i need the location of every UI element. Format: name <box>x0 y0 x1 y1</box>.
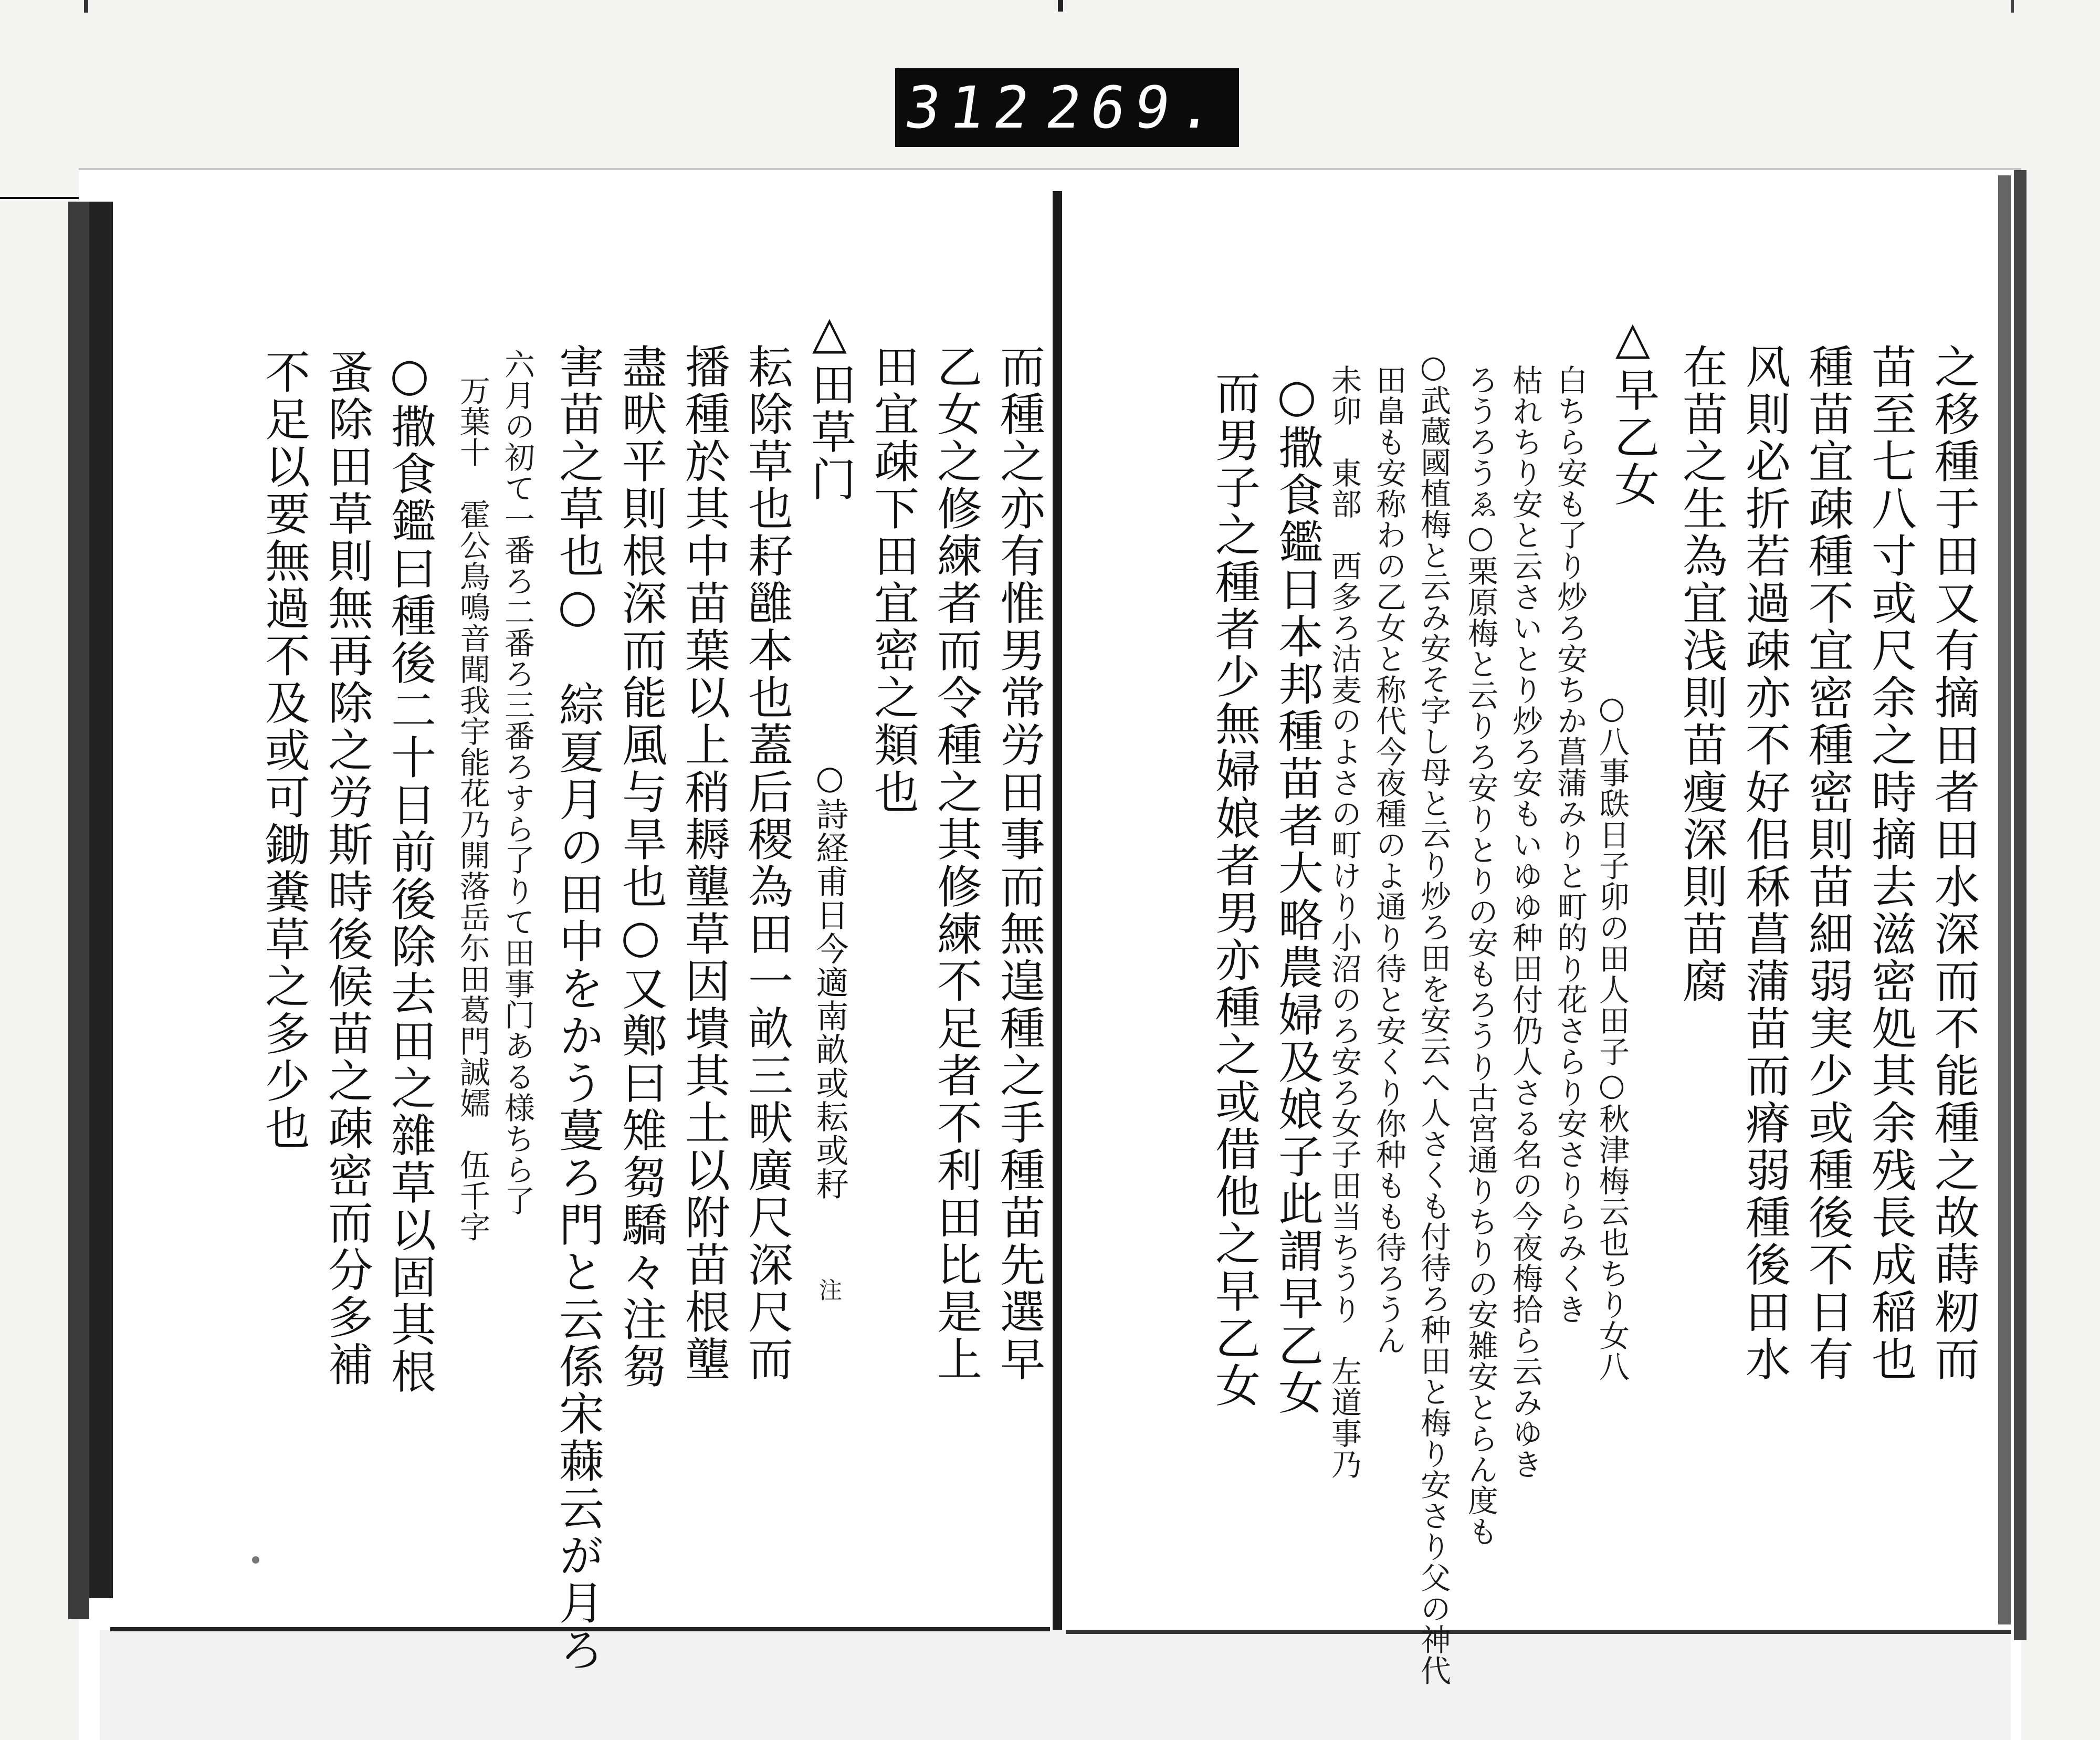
right-page-cursive-line-2: 白ちら安も了り炒ろ安ちか菖蒲みりと町的り花さらり安さりらみくき <box>1552 364 1588 1325</box>
archive-number-left: 312 <box>901 74 1043 141</box>
left-page-column-8: ○撒食鑑曰種後二十日前後除去田之雜草以固其根 <box>383 349 436 1396</box>
left-page-column-7: 害苗之草也○ 綜夏月の田中をかう蔓ろ門と云係宋蕀云が月ろ <box>551 343 604 1674</box>
bottom-rule-right <box>1066 1630 2011 1634</box>
left-page-edge <box>68 202 89 1619</box>
right-page-spine <box>1998 175 2011 1624</box>
right-page-cursive-line-3: 枯れちり安と云さいとり炒ろ安もいゆゆ种田付仍人さる名の今夜梅拾ら云みゆき <box>1507 364 1543 1480</box>
right-page-cursive-line-4: ろうろうゑ○栗原梅と云りろ安りとりの安もろうり古宮通りちりの安雑安とらん度も <box>1463 364 1498 1547</box>
left-page-cursive-line-1: 六月の初て一番ろ二番ろ三番ろすら了りて田事门ある様ちら了 <box>499 349 535 1216</box>
archive-number-right: 269. <box>1042 74 1228 141</box>
left-page-cursive-line-2: 万葉十 霍公鳥鳴音聞我宇能花乃開落岳尓田葛門誠嬬 伍千字 <box>455 375 490 1242</box>
left-page-spine <box>89 202 113 1598</box>
bottom-page-edge <box>100 1630 2011 1740</box>
scan-mark <box>84 0 88 13</box>
left-page-poem-heading: ○詩経甫日今適南畝或耘或耔 <box>811 758 849 1201</box>
left-page-column-4: 耘除草也耔雝本也蓋后稷為田一畝三畎廣尺深尺而 <box>740 343 793 1383</box>
right-page-section-heading: △早乙女 <box>1606 312 1659 508</box>
right-page-column-2: 苗至七八寸或尺余之時摘去滋密処其余残長成稲也 <box>1864 343 1916 1383</box>
archive-label <box>895 68 1239 147</box>
right-page-cursive-line-7: 未卯 東部 西多ろ沽麦のよさの町けり小沼のろ安ろ女子田当ちうり 左道事乃 <box>1326 364 1362 1480</box>
right-page-cursive-line-6: 田畠も安称わの乙女と称代今夜種のよ通り待と安くり你种もも待ろうん <box>1371 364 1406 1356</box>
left-page-column-1: 而種之亦有惟男常労田事而無遑種之手種苗先選早 <box>992 343 1045 1383</box>
book-gutter <box>1053 191 1062 1740</box>
left-page-column-3: 田宜疎下田宜密之類也 <box>866 343 919 816</box>
left-page-column-9: 蚤除田草則無再除之労斯時後候苗之疎密而分多補 <box>320 349 373 1388</box>
left-page-section-heading: △田草门 <box>803 307 856 503</box>
right-page-cursive-line-5: ○武蔵國植梅と云み安そ字し母と云り炒ろ田を安云へ人さくも付待ろ种田と梅り安さり父の神代 <box>1415 349 1451 1686</box>
left-page-column-5: 播種於其中苗葉以上稍耨壟草因墤其土以附苗根壟 <box>677 343 730 1383</box>
open-book <box>79 168 2021 1740</box>
scan-mark <box>2011 0 2014 13</box>
left-page-column-2: 乙女之修練者而令種之其修練不足者不利田比是上 <box>929 343 982 1383</box>
right-page-column-4: 风則必折若過疎亦不好佀秝菖蒲苗而瘠弱種後田水 <box>1738 343 1790 1383</box>
right-page-edge <box>2014 170 2026 1640</box>
right-page-column-3: 種苗宜疎種不宜密種密則苗細弱実少或種後不日有 <box>1801 343 1853 1383</box>
left-page-column-10: 不足以要無過不及或可鋤糞草之多少也 <box>257 349 310 1152</box>
left-page-poem-note: 注 <box>815 1278 842 1301</box>
right-page-column-7: 而男子之種者少無婦娘者男亦種之或借他之早乙女 <box>1208 370 1260 1409</box>
right-page-column-1: 之移種于田又有摘田者田水深而不能種之故蒔籾而 <box>1927 343 1979 1383</box>
ink-spot <box>252 1556 259 1564</box>
right-page-cursive-line-1: ○八事㲳日子卯の田人田子○秋津梅云也ちり女八 <box>1594 690 1630 1382</box>
right-page-column-5: 在苗之生為宜浅則苗瘦深則苗腐 <box>1675 343 1727 1005</box>
scan-mark <box>1058 0 1063 12</box>
left-page-column-6: 盡畎平則根深而能風与旱也○又鄭曰雉芻驕々注芻 <box>614 343 667 1390</box>
right-page-column-6: ○撒食鑑日本邦種苗者大略農婦及娘子此謂早乙女 <box>1270 370 1323 1417</box>
